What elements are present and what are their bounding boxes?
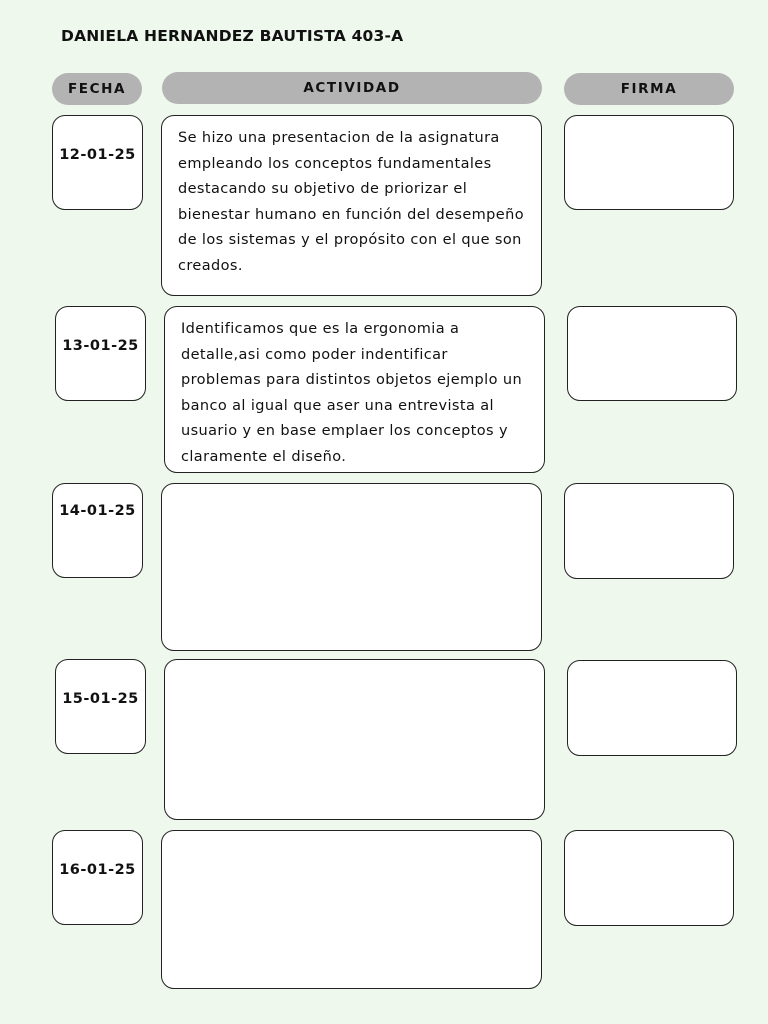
signature-cell-row-2[interactable] — [567, 306, 737, 401]
date-cell-row-4 — [55, 659, 146, 754]
signature-cell-row-5[interactable] — [564, 830, 734, 926]
activity-cell-row-5[interactable] — [161, 830, 542, 989]
column-header-firma: FIRMA — [564, 73, 734, 105]
date-cell-row-3 — [52, 483, 143, 578]
date-cell-row-1 — [52, 115, 143, 210]
signature-cell-row-4[interactable] — [567, 660, 737, 756]
activity-cell-row-4[interactable] — [164, 659, 545, 820]
date-text: 16-01-25 — [59, 862, 136, 878]
activity-cell-row-1[interactable] — [161, 115, 542, 296]
activity-cell-row-3[interactable] — [161, 483, 542, 651]
signature-cell-row-1[interactable] — [564, 115, 734, 210]
column-header-actividad: ACTIVIDAD — [162, 72, 542, 104]
column-header-fecha: FECHA — [52, 73, 142, 105]
activity-cell-row-2[interactable] — [164, 306, 545, 473]
date-text: 14-01-25 — [59, 503, 136, 519]
page-title: DANIELA HERNANDEZ BAUTISTA 403-A — [61, 27, 404, 45]
signature-cell-row-3[interactable] — [564, 483, 734, 579]
date-text: 15-01-25 — [62, 691, 139, 707]
date-text: 12-01-25 — [59, 147, 136, 163]
activity-text: Se hizo una presentacion de la asignatura empleando los conceptos fundamentales destacando su objetivo de priorizar el bienestar humano en función del desempeño de los sistemas y el propósito con el que son creados. — [178, 130, 524, 274]
date-cell-row-5 — [52, 830, 143, 925]
date-text: 13-01-25 — [62, 338, 139, 354]
activity-text: Identificamos que es la ergonomia a detalle,asi como poder indentificar problemas para distintos objetos ejemplo un banco al igual que aser una entrevista al usuario y en base emplaer los conceptos y claramente el diseño. — [181, 321, 523, 465]
date-cell-row-2 — [55, 306, 146, 401]
